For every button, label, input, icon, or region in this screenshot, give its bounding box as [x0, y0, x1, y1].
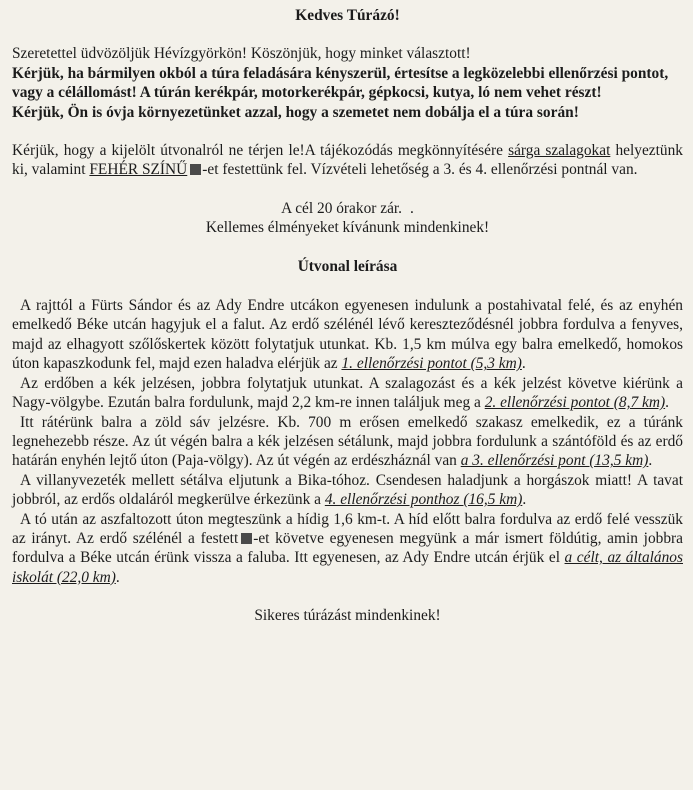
- greeting-title: Kedves Túrázó!: [295, 7, 400, 24]
- route-title: Útvonal leírása: [297, 257, 398, 275]
- notice-quit: Kérjük, ha bármilyen okból a túra feladására kényszerül, értesítse a legközelebbi ellenőrzési pontot, vagy a célállomást! A túrán kerékpár, motorkerékpár, gépkocsi, kutya, ló nem vehet részt!: [12, 64, 669, 102]
- route-paragraph-1: A rajttól a Fürts Sándor és az Ady Endre utcákon egyenesen indulunk a postahivatal felé, és az enyhén emelkedő Béke utcán hagyjuk el a falut. Az erdő szélénél lévő kereszteződésnél jobbra fordulva a fenyves, majd az elhagyott szőlőskertek között folytatjuk utunkat. Kb. 1,5 km múlva egy balra emelkedő, homokos úton kapaszkodunk fel, majd ezen haladva elérjük az 1. ellenőrzési pontot (5,3 km).: [12, 297, 683, 373]
- square-marker-icon: [241, 533, 252, 544]
- yellow-ribbons-text: sárga szalagokat: [508, 142, 611, 160]
- intro-block: [12, 44, 683, 122]
- closing-wish: Kellemes élményeket kívánunk mindenkinek!: [205, 219, 490, 237]
- white-color-text: FEHÉR SZÍNŰ: [89, 161, 188, 179]
- welcome-text: Szeretettel üdvözöljük Hévízgyörkön! Köszönjük, hogy minket választott!: [12, 45, 471, 63]
- finish-link: a célt, az általános iskolát (22,0 km): [12, 549, 683, 586]
- route-marking-info: [12, 141, 683, 180]
- route-paragraph-4: A villanyvezeték mellett sétálva eljutunk a Bika-tóhoz. Csendesen haladjunk a horgászok miatt! A tavat jobbról, az erdős oldaláról megkerülve érkezünk a 4. ellenőrzési ponthoz (16,5 km).: [12, 471, 683, 509]
- info-part1: Kérjük, hogy a kijelölt útvonalról ne térjen le!A tájékozódás megkönnyítésére: [12, 142, 509, 160]
- checkpoint-2-link: 2. ellenőrzési pontot (8,7 km): [484, 394, 666, 412]
- closing-time: A cél 20 órakor zár. .: [281, 199, 414, 217]
- route-description: [12, 296, 683, 587]
- route-paragraph-3: Itt rátérünk balra a zöld sáv jelzésre. Kb. 700 m erősen emelkedő szakasz emelkedik, ez a túránk legnehezebb része. Az út végén balra a kék jelzésen sétálunk, majd jobbra fordulunk a szántóföld és az erdő határán enyhén lejtő úton (Paja-völgy). Az út végén az erdészháznál van a 3. ellenőrzési pont (13,5 km).: [12, 413, 683, 470]
- route-paragraph-2: Az erdőben a kék jelzésen, jobbra folytatjuk utunkat. A szalagozást és a kék jelzést követve kiérünk a Nagy-völgybe. Ezután balra fordulunk, majd 2,2 km-re innen találjuk meg a 2. ellenőrzési pontot (8,7 km).: [12, 374, 683, 412]
- checkpoint-1-link: 1. ellenőrzési pontot (5,3 km): [341, 355, 522, 373]
- info-part3: -et festettünk fel. Vízvételi lehetőség a 3. és 4. ellenőrzési pontnál van.: [202, 161, 638, 179]
- route-paragraph-5: A tó után az aszfaltozott úton megteszünk a hídig 1,6 km-t. A híd előtt balra fordulva az erdő felé vesszük az irányt. Az erdő szélénél a festett -et követve egyenesen megyünk a már ismert földútig, amin jobbra fordulva a Béke utcán érünk vissza a faluba. Itt egyenesen, az Ady Endre utcán érjük el a célt, az általános iskolát (22,0 km).: [12, 510, 683, 586]
- checkpoint-3-link: a 3. ellenőrzési pont (13,5 km): [460, 452, 649, 470]
- farewell-text: Sikeres túrázást mindenkinek!: [254, 607, 441, 625]
- info-part2: helyeztünk ki, valamint: [12, 142, 683, 179]
- notice-environment: Kérjük, Ön is óvja környezetünket azzal, hogy a szemetet nem dobálja el a túra során!: [12, 103, 579, 121]
- square-marker-icon: [190, 164, 201, 175]
- closing-block: [12, 199, 683, 238]
- checkpoint-4-link: 4. ellenőrzési ponthoz (16,5 km): [324, 491, 523, 509]
